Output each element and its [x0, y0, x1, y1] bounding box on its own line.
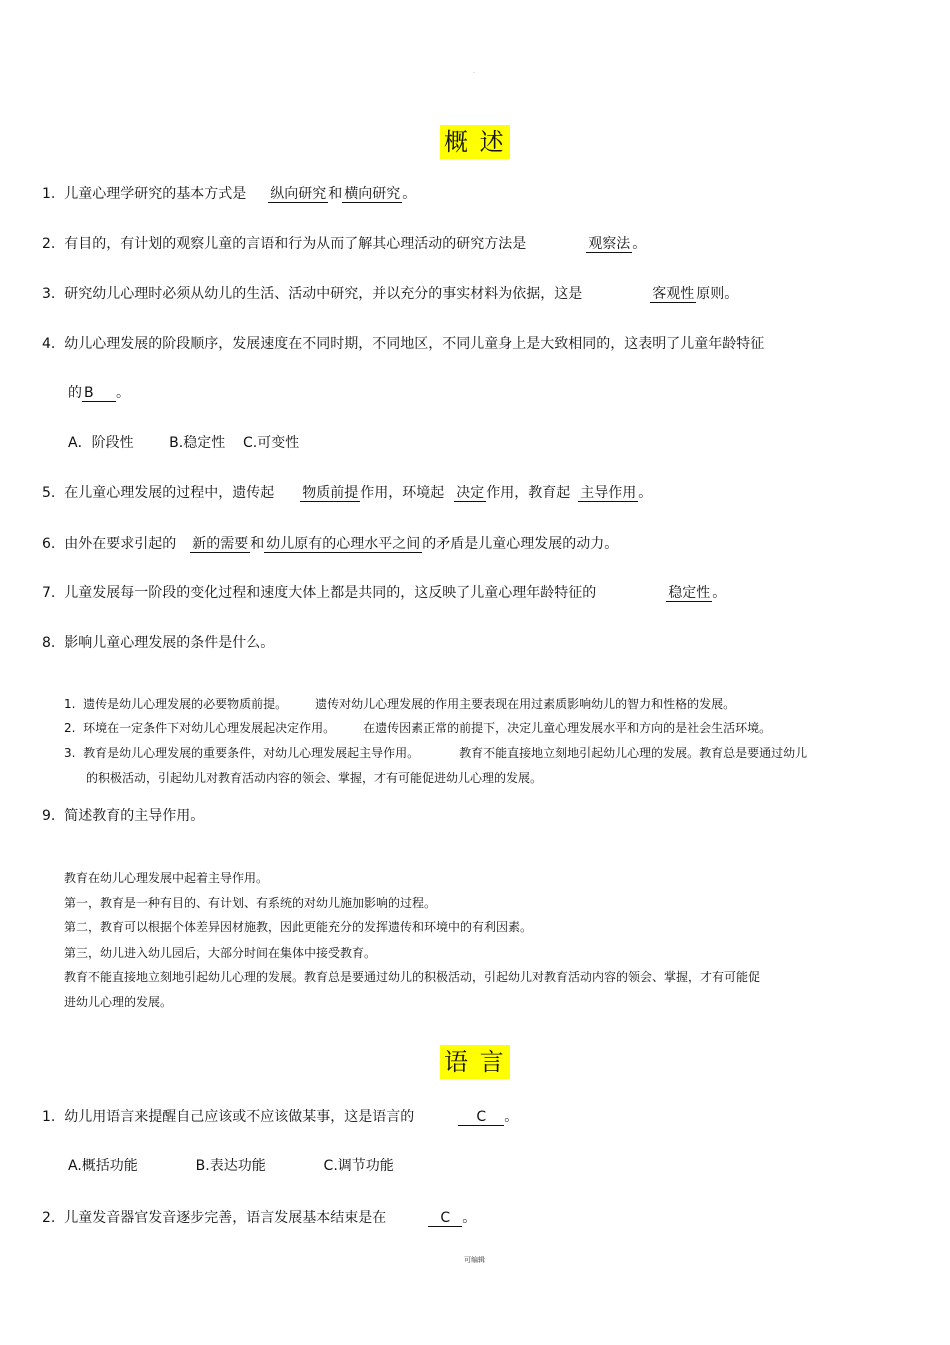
- answer-blank: B: [82, 385, 116, 402]
- answer-8-item-2: 2. 环境在一定条件下对幼儿心理发展起决定作用。 在遗传因素正常的前提下，决定儿童心理发展水平和方向的是社会生活环境。: [64, 721, 772, 735]
- answer-blank: 横向研究: [344, 186, 401, 202]
- answer-blank: 幼儿原有的心理水平之间: [266, 536, 421, 552]
- answer-blank: 物质前提: [302, 485, 359, 501]
- answer-blank: 新的需要: [192, 536, 249, 552]
- answer-blank: C: [428, 1210, 462, 1227]
- section-title-language: 语 言: [440, 1045, 510, 1079]
- answer-blank: 主导作用: [580, 485, 637, 501]
- question-3: 3. 研究幼儿心理时必须从幼儿的生活、活动中研究，并以充分的事实材料为依据，这是 客观性 原则。: [42, 286, 739, 302]
- answer-blank: 纵向研究: [270, 186, 327, 202]
- answer-blank: 决定: [456, 485, 485, 501]
- question-5: 5. 在儿童心理发展的过程中，遗传起 物质前提 作用，环境起 决定 作用，教育起 主导作用 。: [42, 485, 653, 501]
- answer-blank: 观察法: [588, 236, 631, 252]
- answer-9-line: 第一，教育是一种有目的、有计划、有系统的对幼儿施加影响的过程。: [64, 896, 437, 910]
- footer-editable: 可编辑: [464, 1256, 485, 1264]
- question-1: 1. 儿童心理学研究的基本方式是 纵向研究 和 横向研究 。: [42, 186, 417, 202]
- answer-9-line: 第二，教育可以根据个体差异因材施教，因此更能充分的发挥遗传和环境中的有利因素。: [64, 920, 533, 934]
- section-title-overview: 概 述: [440, 125, 510, 159]
- language-question-1: 1. 幼儿用语言来提醒自己应该或不应该做某事，这是语言的 C 。: [42, 1109, 519, 1125]
- answer-9-line: 进幼儿心理的发展。: [64, 995, 173, 1009]
- question-4: 4. 幼儿心理发展的阶段顺序，发展速度在不同时期，不同地区，不同儿童身上是大致相同的，这表明了儿童年龄特征: [42, 336, 765, 352]
- answer-9-line: 教育不能直接地立刻地引起幼儿心理的发展。教育总是要通过幼儿的积极活动，引起幼儿对教育活动内容的领会、掌握，才有可能促: [64, 970, 761, 984]
- answer-8-item-3: 3. 教育是幼儿心理发展的重要条件，对幼儿心理发展起主导作用。 教育不能直接地立刻地引起幼儿心理的发展。教育总是要通过幼儿: [64, 746, 808, 760]
- language-question-1-options: A.概括功能 B.表达功能 C.调节功能: [68, 1158, 394, 1174]
- answer-blank: C: [458, 1109, 504, 1126]
- answer-9-line: 教育在幼儿心理发展中起着主导作用。: [64, 871, 269, 885]
- answer-8-item-3-cont: 的积极活动，引起幼儿对教育活动内容的领会、掌握，才有可能促进幼儿心理的发展。: [86, 771, 543, 785]
- question-9: 9. 简述教育的主导作用。: [42, 808, 205, 824]
- header-dot: ·: [473, 70, 475, 77]
- question-2: 2. 有目的，有计划的观察儿童的言语和行为从而了解其心理活动的研究方法是 观察法 。: [42, 236, 647, 252]
- answer-9-line: 第三，幼儿进入幼儿园后，大部分时间在集体中接受教育。: [64, 946, 377, 960]
- language-question-2: 2. 儿童发音器官发音逐步完善，语言发展基本结束是在 C 。: [42, 1210, 477, 1226]
- answer-blank: 客观性: [652, 286, 695, 302]
- question-6: 6. 由外在要求引起的 新的需要 和 幼儿原有的心理水平之间 的矛盾是儿童心理发展的动力。: [42, 536, 619, 552]
- question-4-line2: 的 B 。: [68, 385, 130, 401]
- question-8: 8. 影响儿童心理发展的条件是什么。: [42, 635, 275, 651]
- question-4-options: A．阶段性 B.稳定性 C.可变性: [68, 435, 300, 451]
- answer-8-item-1: 1. 遗传是幼儿心理发展的必要物质前提。 遗传对幼儿心理发展的作用主要表现在用过素质影响幼儿的智力和性格的发展。: [64, 697, 736, 711]
- question-7: 7. 儿童发展每一阶段的变化过程和速度大体上都是共同的，这反映了儿童心理年龄特征的 稳定性 。: [42, 585, 727, 601]
- answer-blank: 稳定性: [668, 585, 711, 601]
